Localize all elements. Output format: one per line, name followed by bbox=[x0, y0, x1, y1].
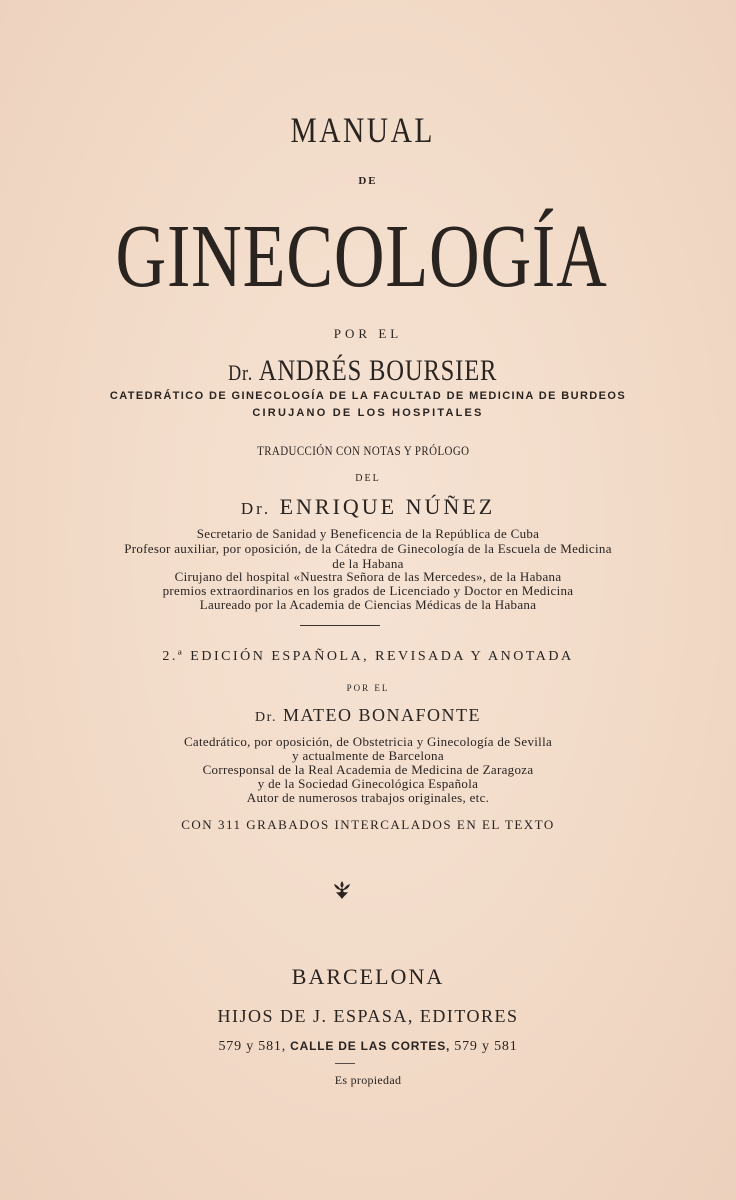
title-ginecologia: GINECOLOGÍA bbox=[115, 207, 608, 306]
fleuron-ornament-icon bbox=[330, 878, 354, 902]
author-boursier-title-1: CATEDRÁTICO DE GINECOLOGÍA DE LA FACULTAD DE MEDICINA DE BURDEOS bbox=[109, 390, 627, 402]
address-number-2: 579 y 581 bbox=[454, 1039, 518, 1054]
publication-city: BARCELONA bbox=[291, 964, 445, 989]
rights-notice: Es propiedad bbox=[334, 1073, 402, 1087]
nunez-credential-6: Laureado por la Academia de Ciencias Médicas de la Habana bbox=[199, 597, 537, 612]
author-name: ENRIQUE NÚÑEZ bbox=[279, 494, 496, 519]
small-divider bbox=[335, 1063, 355, 1064]
author-name: ANDRÉS BOURSIER bbox=[258, 354, 498, 387]
bonafonte-credential-5: Autor de numerosos trabajos originales, etc. bbox=[246, 790, 490, 805]
author-prefix: Dr. bbox=[240, 499, 272, 518]
author-prefix: Dr. bbox=[255, 710, 277, 725]
translation-note: TRADUCCIÓN CON NOTAS Y PRÓLOGO bbox=[257, 443, 470, 458]
title-manual: MANUAL bbox=[290, 110, 435, 150]
section-divider bbox=[300, 625, 380, 626]
author-boursier bbox=[61, 356, 665, 386]
bonafonte-credential-1: Catedrático, por oposición, de Obstetricia y Ginecología de Sevilla bbox=[183, 734, 553, 749]
nunez-credential-2: Profesor auxiliar, por oposición, de la Cátedra de Ginecología de la Escuela de Medicina bbox=[124, 541, 612, 556]
author-bonafonte bbox=[0, 706, 736, 725]
author-nunez bbox=[0, 496, 736, 518]
bonafonte-credential-2: y actualmente de Barcelona bbox=[292, 748, 444, 763]
author-name: MATEO BONAFONTE bbox=[283, 705, 481, 725]
nunez-credential-5: premios extraordinarios en los grados de Licenciado y Doctor en Medicina bbox=[162, 583, 574, 598]
del-label: DEL bbox=[355, 473, 381, 484]
bonafonte-credential-3: Corresponsal de la Real Academia de Medicina de Zaragoza bbox=[202, 762, 534, 777]
nunez-credential-3: de la Habana bbox=[332, 556, 404, 571]
address-street: CALLE DE LAS CORTES, bbox=[290, 1039, 451, 1053]
author-boursier-title-2: CIRUJANO DE LOS HOSPITALES bbox=[252, 407, 484, 419]
nunez-credential-4: Cirujano del hospital «Nuestra Señora de las Mercedes», de la Habana bbox=[174, 569, 562, 584]
publisher-name: HIJOS DE J. ESPASA, EDITORES bbox=[217, 1006, 519, 1026]
title-de: DE bbox=[358, 175, 378, 187]
edition-line: 2.ª EDICIÓN ESPAÑOLA, REVISADA Y ANOTADA bbox=[162, 649, 574, 664]
nunez-credential-1: Secretario de Sanidad y Beneficencia de la República de Cuba bbox=[196, 526, 540, 541]
por-el-label-2: POR EL bbox=[346, 683, 390, 693]
engravings-note: CON 311 GRABADOS INTERCALADOS EN EL TEXTO bbox=[181, 817, 555, 832]
address-number-1: 579 y 581, bbox=[218, 1039, 286, 1054]
author-prefix: Dr. bbox=[228, 360, 254, 385]
publisher-address bbox=[0, 1040, 736, 1054]
por-el-label: POR EL bbox=[333, 326, 403, 341]
bonafonte-credential-4: y de la Sociedad Ginecológica Española bbox=[257, 776, 479, 791]
